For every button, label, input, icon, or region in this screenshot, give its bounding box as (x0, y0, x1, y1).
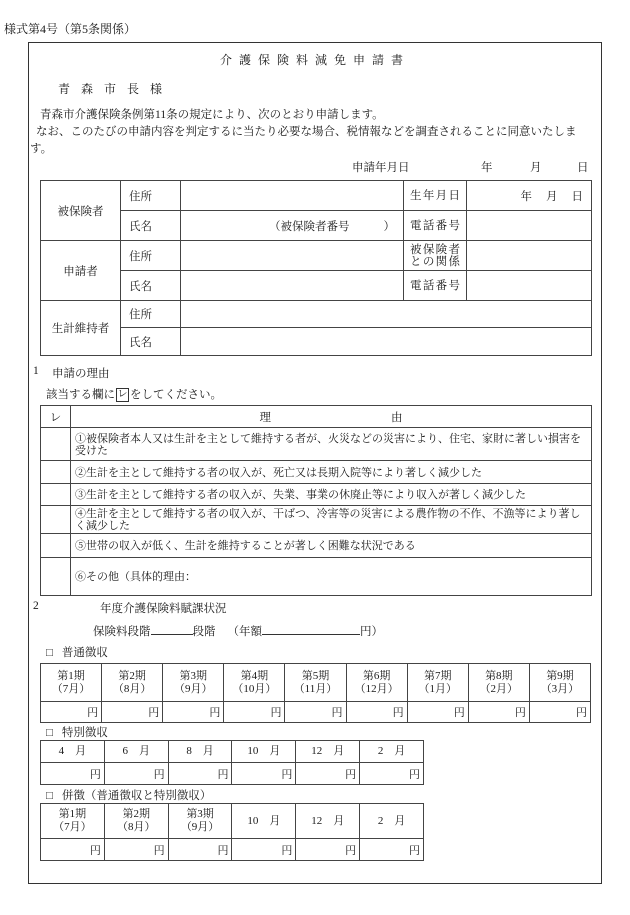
period-name: 第4期 (240, 669, 269, 682)
amount-cell: 円 (529, 702, 590, 723)
insured-birth-field (467, 181, 592, 211)
supporter-label: 生計維持者 (41, 301, 121, 356)
period-name: 第6期 (362, 669, 391, 682)
reason-check-header: レ (41, 406, 71, 428)
applicant-relation-label-cell (404, 241, 467, 271)
section1-heading: 申請の理由 (52, 368, 110, 380)
reason-text: ②生計を主として維持する者の収入が、死亡又は長期入院等により著しく減少した (71, 461, 592, 484)
check-mark-box: レ (117, 389, 128, 401)
period-month: （12月） (354, 682, 399, 695)
amount-cell: 円 (360, 763, 424, 785)
form-number: 様式第4号（第5条関係） (4, 22, 137, 36)
period-header (346, 664, 407, 702)
period-month: （1月） (418, 682, 457, 695)
checkbox-icon: □ (46, 727, 53, 739)
supporter-address-row (41, 301, 592, 328)
month-header: 4 月 (41, 741, 105, 763)
intro-line-2: なお、このたびの申請内容を判定するに当たり必要な場合、税情報などを調査されることに同意いたします。 (30, 126, 577, 155)
checkbox-icon: □ (46, 647, 53, 659)
supporter-name-label: 氏名 (121, 328, 181, 356)
reason-row (41, 534, 592, 558)
special-table (40, 740, 424, 785)
applicant-phone-field (467, 271, 592, 301)
supporter-name-field (181, 328, 592, 356)
period-name: 第3期 (179, 669, 208, 682)
month-header: 12 月 (296, 741, 360, 763)
amount-cell: 円 (168, 839, 232, 861)
applicant-relation-line-2: との関係 (410, 255, 460, 268)
insured-birth-label: 生年月日 (410, 189, 460, 202)
application-date-label: 申請年月日 (352, 162, 410, 174)
section2-heading: 年度介護保険料賦課状況 (100, 603, 227, 615)
stage-unit: 段階 (192, 626, 216, 638)
insured-birth-label-cell (404, 181, 467, 211)
insured-address-row (41, 181, 592, 211)
period-name: 第5期 (301, 669, 330, 682)
period-header (224, 664, 285, 702)
period-name: 第1期 (58, 808, 87, 820)
month-header: 10 月 (232, 741, 296, 763)
annual-blank (262, 622, 360, 635)
amount-cell: 円 (168, 763, 232, 785)
period-header (163, 664, 224, 702)
applicant-address-label: 住所 (121, 241, 181, 271)
period-month: （8月） (116, 821, 156, 833)
amount-cell: 円 (285, 702, 346, 723)
amount-cell: 円 (104, 763, 168, 785)
amount-cell: 円 (41, 839, 105, 861)
combined-table (40, 803, 424, 861)
birth-day: 日 (571, 190, 583, 203)
birth-year: 年 (520, 190, 532, 203)
ordinary-period-row (41, 664, 591, 702)
ordinary-amount-row (41, 702, 591, 723)
insured-name-row (41, 211, 592, 241)
birth-month: 月 (546, 190, 558, 203)
amount-cell: 円 (104, 839, 168, 861)
period-month: （9月） (180, 821, 220, 833)
application-date-day: 日 (577, 162, 589, 174)
insured-phone-label-cell (404, 211, 467, 241)
combined-amount-row (41, 839, 424, 861)
section1-instruction (46, 386, 222, 402)
period-month: （9月） (174, 682, 213, 695)
reason-row (41, 558, 592, 596)
amount-cell: 円 (296, 839, 360, 861)
premium-stage-line (93, 622, 383, 639)
insured-number-close: ） (383, 220, 395, 233)
period-header (41, 664, 102, 702)
amount-cell: 円 (407, 702, 468, 723)
period-month: （11月） (293, 682, 338, 695)
supporter-address-label: 住所 (121, 301, 181, 328)
insured-number-open: （被保険者番号 (269, 220, 350, 233)
period-month: （3月） (540, 682, 580, 695)
period-name: 第7期 (423, 669, 452, 682)
reason-row (41, 428, 592, 461)
amount-cell: 円 (360, 839, 424, 861)
reason-text: ①被保険者本人又は生計を主として維持する者が、火災などの災害により、住宅、家財に著しい損害を受けた (71, 428, 592, 461)
checkbox-icon: □ (46, 790, 53, 802)
special-label: 特別徴収 (61, 727, 108, 739)
applicant-phone-label-cell (404, 271, 467, 301)
addressee: 青森市長様 (58, 82, 174, 96)
reason-text: ⑥その他（具体的理由： (71, 558, 592, 596)
reason-checkbox (41, 534, 71, 558)
annual-close: 円） (360, 626, 383, 638)
amount-cell: 円 (232, 839, 296, 861)
period-header (285, 664, 346, 702)
month-header: 12 月 (296, 804, 360, 839)
period-header (468, 664, 529, 702)
amount-cell: 円 (163, 702, 224, 723)
supporter-name-row (41, 328, 592, 356)
period-month: （8月） (112, 682, 152, 695)
reason-text: ③生計を主として維持する者の収入が、失業、事業の休廃止等により収入が著しく減少した (71, 484, 592, 506)
combined-label: 併徴（普通徴収と特別徴収） (61, 790, 212, 802)
reason-row (41, 484, 592, 506)
insured-name-field (181, 211, 404, 241)
instruction-pre: 該当する欄に (46, 389, 115, 401)
instruction-post: をしてください。 (130, 389, 222, 401)
amount-cell: 円 (468, 702, 529, 723)
insured-address-label: 住所 (121, 181, 181, 211)
period-header (407, 664, 468, 702)
special-heading (46, 724, 108, 740)
period-month: （7月） (51, 682, 91, 695)
reason-checkbox (41, 461, 71, 484)
amount-cell: 円 (232, 763, 296, 785)
special-month-row (41, 741, 424, 763)
month-header: 8 月 (168, 741, 232, 763)
intro-paragraph (30, 107, 598, 158)
month-header: 10 月 (232, 804, 296, 839)
applicant-name-field (181, 271, 404, 301)
special-amount-row (41, 763, 424, 785)
ordinary-heading (46, 644, 108, 660)
reason-text: ④生計を主として維持する者の収入が、干ばつ、冷害等の災害による農作物の不作、不漁等により著しく減少した (71, 506, 592, 534)
period-name: 第2期 (118, 669, 146, 682)
applicant-address-row (41, 241, 592, 271)
period-header (102, 664, 163, 702)
insured-address-field (181, 181, 404, 211)
insured-phone-label: 電話番号 (410, 219, 460, 232)
ordinary-label: 普通徴収 (61, 647, 108, 659)
period-name: 第9期 (546, 669, 574, 682)
reason-text-header: 理由 (71, 406, 592, 428)
period-name: 第8期 (485, 669, 513, 682)
amount-cell: 円 (224, 702, 285, 723)
month-header: 6 月 (104, 741, 168, 763)
combined-heading (46, 787, 211, 803)
applicant-phone-label: 電話番号 (410, 279, 460, 292)
amount-cell: 円 (296, 763, 360, 785)
application-date-year: 年 (481, 162, 493, 174)
section1-number: 1 (33, 365, 39, 377)
period-header (168, 804, 232, 839)
form-title: 介護保険料減免申請書 (219, 53, 410, 67)
applicant-relation-field (467, 241, 592, 271)
reason-row (41, 506, 592, 534)
period-header (41, 804, 105, 839)
stage-blank (151, 622, 193, 635)
period-name: 第1期 (57, 669, 85, 682)
ordinary-table (40, 663, 591, 723)
reason-text: ⑤世帯の収入が低く、生計を維持することが著しく困難な状況である (71, 534, 592, 558)
supporter-address-field (181, 301, 592, 328)
insured-phone-field (467, 211, 592, 241)
reason-checkbox (41, 484, 71, 506)
period-month: （7月） (53, 821, 92, 833)
period-name: 第2期 (122, 808, 150, 820)
applicant-label: 申請者 (41, 241, 121, 301)
period-name: 第3期 (186, 808, 214, 820)
amount-cell: 円 (346, 702, 407, 723)
application-date-month: 月 (530, 162, 542, 174)
reason-table (40, 405, 592, 596)
amount-cell: 円 (41, 702, 102, 723)
period-month: （2月） (479, 682, 519, 695)
section2-number: 2 (33, 600, 39, 612)
amount-cell: 円 (41, 763, 105, 785)
reason-checkbox (41, 428, 71, 461)
person-info-table (40, 180, 592, 356)
reason-row (41, 461, 592, 484)
insured-name-label: 氏名 (121, 211, 181, 241)
amount-cell: 円 (102, 702, 163, 723)
applicant-address-field (181, 241, 404, 271)
intro-line-1: 青森市介護保険条例第11条の規定により、次のとおり申請します。 (40, 109, 384, 121)
stage-label: 保険料段階 (93, 626, 151, 638)
insured-label: 被保険者 (41, 181, 121, 241)
applicant-relation-line-1: 被保険者 (410, 243, 460, 256)
period-month: （10月） (232, 682, 277, 695)
period-header (104, 804, 168, 839)
month-header: 2 月 (360, 804, 424, 839)
month-header: 2 月 (360, 741, 424, 763)
reason-checkbox (41, 506, 71, 534)
annual-open: （年額 (227, 626, 262, 638)
applicant-name-label: 氏名 (121, 271, 181, 301)
reason-header-row (41, 406, 592, 428)
period-header (529, 664, 590, 702)
applicant-name-row (41, 271, 592, 301)
combined-period-row (41, 804, 424, 839)
reason-checkbox (41, 558, 71, 596)
